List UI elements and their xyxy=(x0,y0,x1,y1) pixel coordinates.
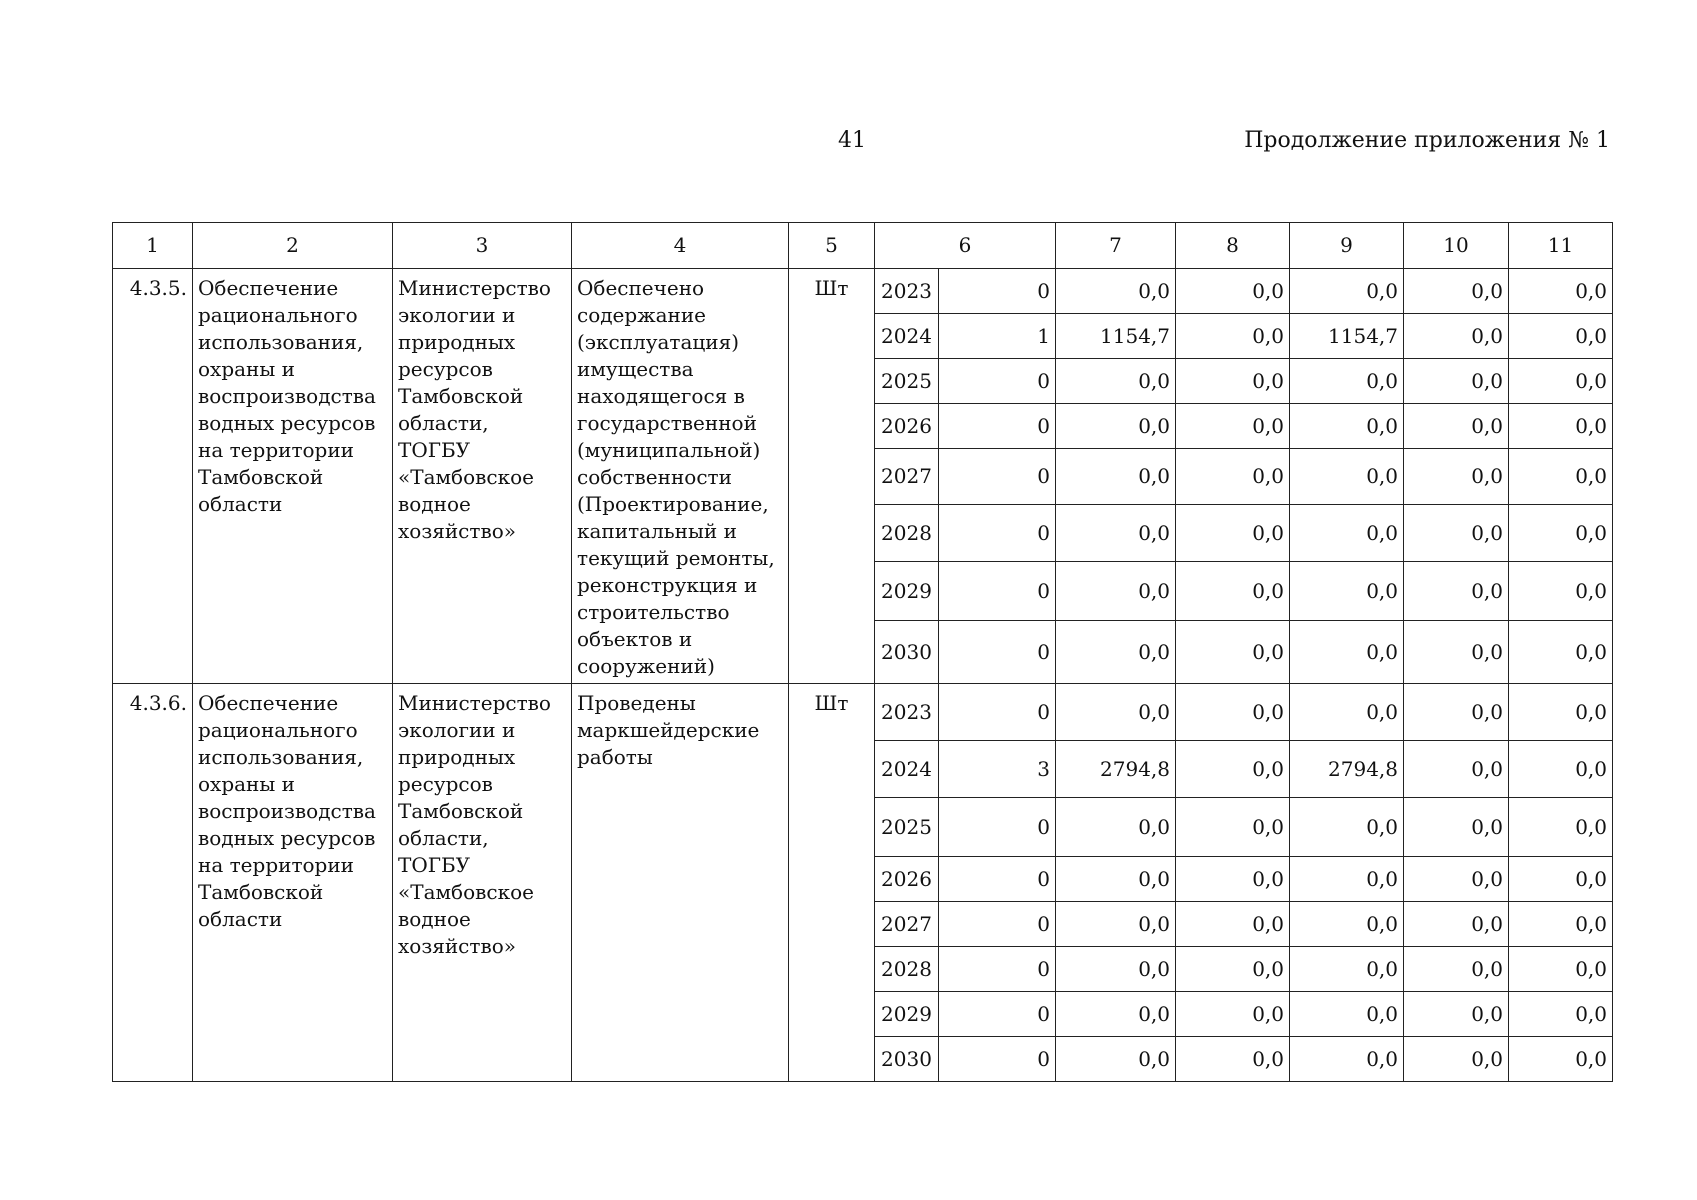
quantity-cell: 0 xyxy=(939,505,1056,562)
item-executor: Министерство экологии и природных ресурсов Тамбовской области, ТОГБУ «Тамбовское водное хозяйство» xyxy=(393,684,572,1082)
header-col-6: 6 xyxy=(875,223,1056,269)
year-cell: 2030 xyxy=(875,1037,939,1082)
item-name: Обеспечение рационального использования, охраны и воспроизводства водных ресурсов на территории Тамбовской области xyxy=(193,269,393,684)
header-col-11: 11 xyxy=(1509,223,1613,269)
value-col-9: 0,0 xyxy=(1290,684,1404,741)
value-col-7: 0,0 xyxy=(1056,404,1176,449)
value-col-9: 0,0 xyxy=(1290,269,1404,314)
value-col-7: 0,0 xyxy=(1056,684,1176,741)
value-col-8: 0,0 xyxy=(1176,902,1290,947)
year-cell: 2025 xyxy=(875,798,939,857)
item-unit: Шт xyxy=(789,269,875,684)
value-col-10: 0,0 xyxy=(1404,505,1509,562)
year-cell: 2030 xyxy=(875,621,939,684)
quantity-cell: 0 xyxy=(939,359,1056,404)
value-col-7: 0,0 xyxy=(1056,359,1176,404)
quantity-cell: 0 xyxy=(939,1037,1056,1082)
value-col-10: 0,0 xyxy=(1404,1037,1509,1082)
appendix-continuation-note: Продолжение приложения № 1 xyxy=(1244,128,1610,153)
value-col-8: 0,0 xyxy=(1176,449,1290,505)
item-code: 4.3.6. xyxy=(113,684,193,1082)
year-cell: 2029 xyxy=(875,562,939,621)
value-col-8: 0,0 xyxy=(1176,857,1290,902)
quantity-cell: 0 xyxy=(939,269,1056,314)
value-col-8: 0,0 xyxy=(1176,314,1290,359)
value-col-8: 0,0 xyxy=(1176,684,1290,741)
value-col-11: 0,0 xyxy=(1509,359,1613,404)
value-col-11: 0,0 xyxy=(1509,947,1613,992)
table-row xyxy=(113,684,1613,741)
value-col-8: 0,0 xyxy=(1176,947,1290,992)
quantity-cell: 0 xyxy=(939,947,1056,992)
quantity-cell: 0 xyxy=(939,404,1056,449)
year-cell: 2027 xyxy=(875,902,939,947)
header-col-2: 2 xyxy=(193,223,393,269)
item-name: Обеспечение рационального использования, охраны и воспроизводства водных ресурсов на территории Тамбовской области xyxy=(193,684,393,1082)
value-col-7: 0,0 xyxy=(1056,902,1176,947)
value-col-11: 0,0 xyxy=(1509,992,1613,1037)
year-cell: 2026 xyxy=(875,857,939,902)
year-cell: 2025 xyxy=(875,359,939,404)
value-col-7: 0,0 xyxy=(1056,505,1176,562)
value-col-9: 0,0 xyxy=(1290,1037,1404,1082)
value-col-10: 0,0 xyxy=(1404,449,1509,505)
value-col-7: 0,0 xyxy=(1056,562,1176,621)
item-result: Проведены маркшейдерские работы xyxy=(572,684,789,1082)
value-col-7: 0,0 xyxy=(1056,857,1176,902)
value-col-10: 0,0 xyxy=(1404,684,1509,741)
header-col-7: 7 xyxy=(1056,223,1176,269)
value-col-10: 0,0 xyxy=(1404,404,1509,449)
value-col-10: 0,0 xyxy=(1404,359,1509,404)
value-col-10: 0,0 xyxy=(1404,947,1509,992)
value-col-8: 0,0 xyxy=(1176,404,1290,449)
quantity-cell: 0 xyxy=(939,798,1056,857)
value-col-11: 0,0 xyxy=(1509,562,1613,621)
value-col-11: 0,0 xyxy=(1509,684,1613,741)
value-col-7: 0,0 xyxy=(1056,947,1176,992)
value-col-9: 0,0 xyxy=(1290,857,1404,902)
value-col-9: 0,0 xyxy=(1290,992,1404,1037)
value-col-8: 0,0 xyxy=(1176,1037,1290,1082)
value-col-9: 0,0 xyxy=(1290,562,1404,621)
value-col-7: 0,0 xyxy=(1056,269,1176,314)
year-cell: 2027 xyxy=(875,449,939,505)
quantity-cell: 0 xyxy=(939,684,1056,741)
value-col-10: 0,0 xyxy=(1404,562,1509,621)
program-table xyxy=(112,222,1613,1082)
value-col-8: 0,0 xyxy=(1176,992,1290,1037)
value-col-7: 1154,7 xyxy=(1056,314,1176,359)
quantity-cell: 1 xyxy=(939,314,1056,359)
value-col-9: 2794,8 xyxy=(1290,741,1404,798)
header-row xyxy=(113,223,1613,269)
value-col-8: 0,0 xyxy=(1176,562,1290,621)
header-col-4: 4 xyxy=(572,223,789,269)
year-cell: 2023 xyxy=(875,269,939,314)
value-col-7: 0,0 xyxy=(1056,1037,1176,1082)
value-col-11: 0,0 xyxy=(1509,269,1613,314)
value-col-9: 0,0 xyxy=(1290,449,1404,505)
year-cell: 2029 xyxy=(875,992,939,1037)
value-col-7: 0,0 xyxy=(1056,449,1176,505)
value-col-11: 0,0 xyxy=(1509,621,1613,684)
value-col-9: 0,0 xyxy=(1290,404,1404,449)
value-col-8: 0,0 xyxy=(1176,359,1290,404)
table-row xyxy=(113,269,1613,314)
quantity-cell: 0 xyxy=(939,992,1056,1037)
value-col-10: 0,0 xyxy=(1404,798,1509,857)
value-col-9: 0,0 xyxy=(1290,505,1404,562)
value-col-9: 0,0 xyxy=(1290,902,1404,947)
value-col-7: 0,0 xyxy=(1056,621,1176,684)
value-col-7: 0,0 xyxy=(1056,992,1176,1037)
quantity-cell: 0 xyxy=(939,621,1056,684)
page-number: 41 xyxy=(838,128,866,153)
value-col-8: 0,0 xyxy=(1176,621,1290,684)
value-col-11: 0,0 xyxy=(1509,798,1613,857)
year-cell: 2023 xyxy=(875,684,939,741)
value-col-11: 0,0 xyxy=(1509,449,1613,505)
header-col-1: 1 xyxy=(113,223,193,269)
quantity-cell: 0 xyxy=(939,857,1056,902)
header-col-3: 3 xyxy=(393,223,572,269)
value-col-11: 0,0 xyxy=(1509,1037,1613,1082)
value-col-8: 0,0 xyxy=(1176,505,1290,562)
value-col-11: 0,0 xyxy=(1509,741,1613,798)
value-col-9: 0,0 xyxy=(1290,621,1404,684)
value-col-11: 0,0 xyxy=(1509,902,1613,947)
value-col-11: 0,0 xyxy=(1509,314,1613,359)
value-col-9: 0,0 xyxy=(1290,947,1404,992)
value-col-10: 0,0 xyxy=(1404,902,1509,947)
value-col-9: 1154,7 xyxy=(1290,314,1404,359)
value-col-10: 0,0 xyxy=(1404,741,1509,798)
value-col-8: 0,0 xyxy=(1176,798,1290,857)
value-col-10: 0,0 xyxy=(1404,992,1509,1037)
value-col-11: 0,0 xyxy=(1509,857,1613,902)
value-col-11: 0,0 xyxy=(1509,505,1613,562)
header-col-5: 5 xyxy=(789,223,875,269)
quantity-cell: 0 xyxy=(939,449,1056,505)
item-executor: Министерство экологии и природных ресурсов Тамбовской области, ТОГБУ «Тамбовское водное хозяйство» xyxy=(393,269,572,684)
value-col-11: 0,0 xyxy=(1509,404,1613,449)
year-cell: 2028 xyxy=(875,505,939,562)
value-col-8: 0,0 xyxy=(1176,741,1290,798)
item-unit: Шт xyxy=(789,684,875,1082)
value-col-10: 0,0 xyxy=(1404,621,1509,684)
quantity-cell: 0 xyxy=(939,902,1056,947)
value-col-9: 0,0 xyxy=(1290,798,1404,857)
year-cell: 2024 xyxy=(875,741,939,798)
quantity-cell: 0 xyxy=(939,562,1056,621)
item-result: Обеспечено содержание (эксплуатация) имущества находящегося в государственной (муниципальной) собственности (Проектирование, капитальный и текущий ремонты, реконструкция и строительство объектов и сооружений) xyxy=(572,269,789,684)
year-cell: 2026 xyxy=(875,404,939,449)
year-cell: 2028 xyxy=(875,947,939,992)
value-col-8: 0,0 xyxy=(1176,269,1290,314)
quantity-cell: 3 xyxy=(939,741,1056,798)
value-col-10: 0,0 xyxy=(1404,269,1509,314)
value-col-7: 2794,8 xyxy=(1056,741,1176,798)
value-col-9: 0,0 xyxy=(1290,359,1404,404)
value-col-10: 0,0 xyxy=(1404,857,1509,902)
year-cell: 2024 xyxy=(875,314,939,359)
header-col-8: 8 xyxy=(1176,223,1290,269)
item-code: 4.3.5. xyxy=(113,269,193,684)
value-col-10: 0,0 xyxy=(1404,314,1509,359)
table-body xyxy=(113,269,1613,1082)
header-col-10: 10 xyxy=(1404,223,1509,269)
header-col-9: 9 xyxy=(1290,223,1404,269)
value-col-7: 0,0 xyxy=(1056,798,1176,857)
